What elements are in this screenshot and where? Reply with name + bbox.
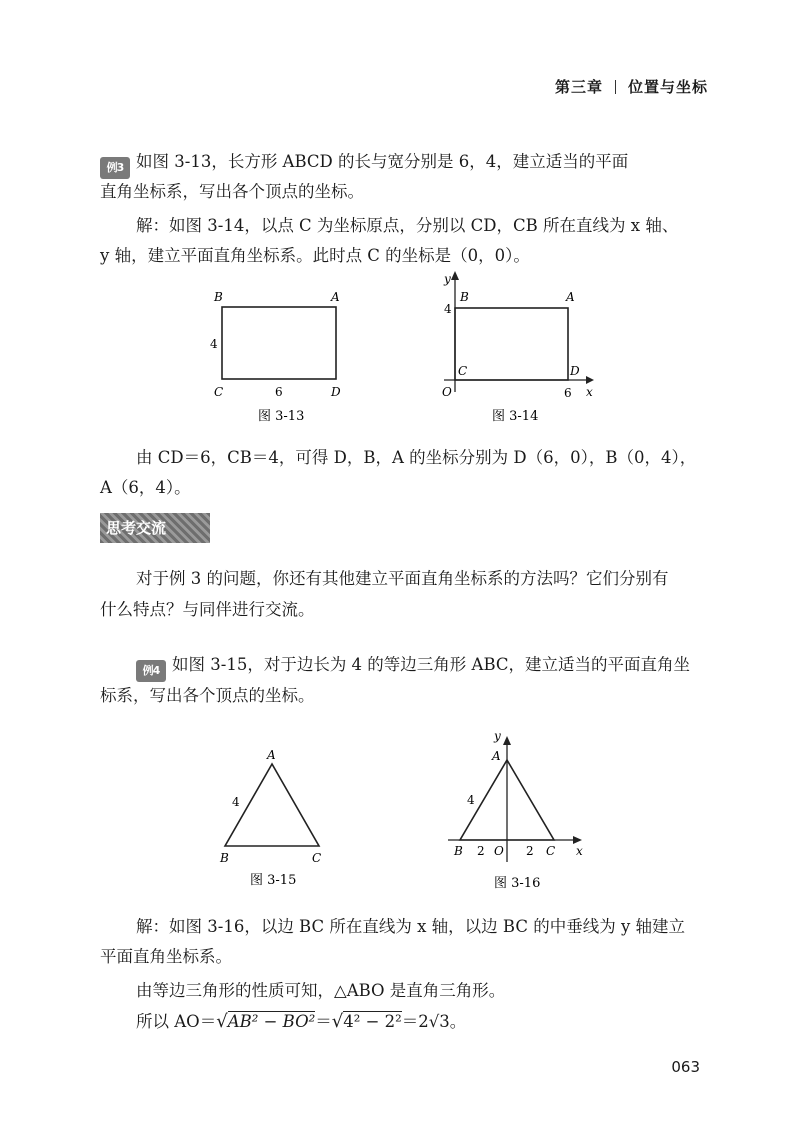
chapter-label: 第三章: [554, 78, 603, 96]
fig15-label-B: B: [220, 851, 229, 865]
fig14-label-O: O: [442, 385, 452, 399]
example3-line2: 直角坐标系，写出各个顶点的坐标。: [100, 182, 364, 201]
fig16-label-x: x: [576, 844, 583, 858]
think-line2: 什么特点？与同伴进行交流。: [100, 600, 315, 619]
fig16-label-C: C: [546, 844, 556, 858]
example3-result-line1: 由 CD＝6，CB＝4，可得 D，B，A 的坐标分别为 D（6，0），B（0，4），: [136, 448, 697, 467]
fig14-label-C: C: [458, 364, 468, 378]
example4-badge: 例4: [136, 660, 166, 682]
solution4-line3: 由等边三角形的性质可知，△ABO 是直角三角形。: [136, 981, 506, 1000]
fig16-y-arrow: [503, 736, 511, 745]
example3-badge: 例3: [100, 157, 130, 179]
example4-line1: 例4 如图 3-15，对于边长为 4 的等边三角形 ABC，建立适当的平面直角坐: [136, 651, 690, 682]
think-section-heading: 思考交流: [100, 513, 210, 543]
think-line1: 对于例 3 的问题，你还有其他建立平面直角坐标系的方法吗？它们分别有: [136, 569, 669, 588]
example4-line2: 标系，写出各个顶点的坐标。: [100, 686, 315, 705]
solution4-line1: 解：如图 3-16，以边 BC 所在直线为 x 轴，以边 BC 的中垂线为 y 轴建立: [136, 917, 686, 936]
fig15-side-label: 4: [232, 795, 240, 809]
fig16-x-arrow: [573, 836, 582, 844]
fig16-right-2: 2: [526, 844, 534, 858]
fig14-label-A: A: [566, 290, 575, 304]
fig13-caption: 图 3-13: [258, 409, 305, 424]
fig14-caption: 图 3-14: [492, 409, 539, 424]
fig16-side-label: 4: [467, 793, 475, 807]
fig13-label-B: B: [214, 290, 223, 304]
fig15-caption: 图 3-15: [250, 873, 297, 888]
solution4-line2: 平面直角坐标系。: [100, 947, 232, 966]
fig14-label-x: x: [586, 385, 593, 399]
fig13-label-C: C: [214, 385, 224, 399]
fig13-length-label: 6: [275, 385, 283, 399]
fig14-label-B: B: [460, 290, 469, 304]
fig14-tick-6: 6: [564, 386, 572, 400]
fig14-label-y: y: [444, 272, 451, 286]
chapter-title: 位置与坐标: [627, 78, 708, 96]
fig15-label-C: C: [312, 851, 322, 865]
example3-line1: 例3 如图 3-13，长方形 ABCD 的长与宽分别是 6，4，建立适当的平面: [100, 148, 628, 179]
example3-result-line2: A（6，4）。: [100, 478, 191, 497]
page-number: 063: [671, 1058, 700, 1076]
fig14-label-D: D: [570, 364, 580, 378]
fig13-label-A: A: [331, 290, 340, 304]
fig15-label-A: A: [267, 748, 276, 762]
fig16-caption: 图 3-16: [494, 876, 541, 891]
fig13-width-label: 4: [210, 337, 218, 351]
fig14-tick-4: 4: [444, 302, 452, 316]
fig13-label-D: D: [331, 385, 341, 399]
solution4-line4: 所以 AO＝√AB² − BO²＝√4² − 2²＝2√3。: [136, 1011, 467, 1032]
fig16-left-2: 2: [477, 844, 485, 858]
sqrt-radicand-1: AB² − BO²: [227, 1012, 316, 1031]
fig16-label-B: B: [454, 844, 463, 858]
fig16-label-A: A: [492, 749, 501, 763]
fig16-label-O: O: [494, 844, 504, 858]
example3-solution-line2: y 轴，建立平面直角坐标系。此时点 C 的坐标是（0，0）。: [100, 246, 530, 265]
fig16-label-y: y: [494, 729, 501, 743]
sqrt-radicand-2: 4² − 2²: [343, 1012, 402, 1031]
example3-solution-line1: 解：如图 3-14，以点 C 为坐标原点，分别以 CD，CB 所在直线为 x 轴、: [136, 216, 679, 235]
